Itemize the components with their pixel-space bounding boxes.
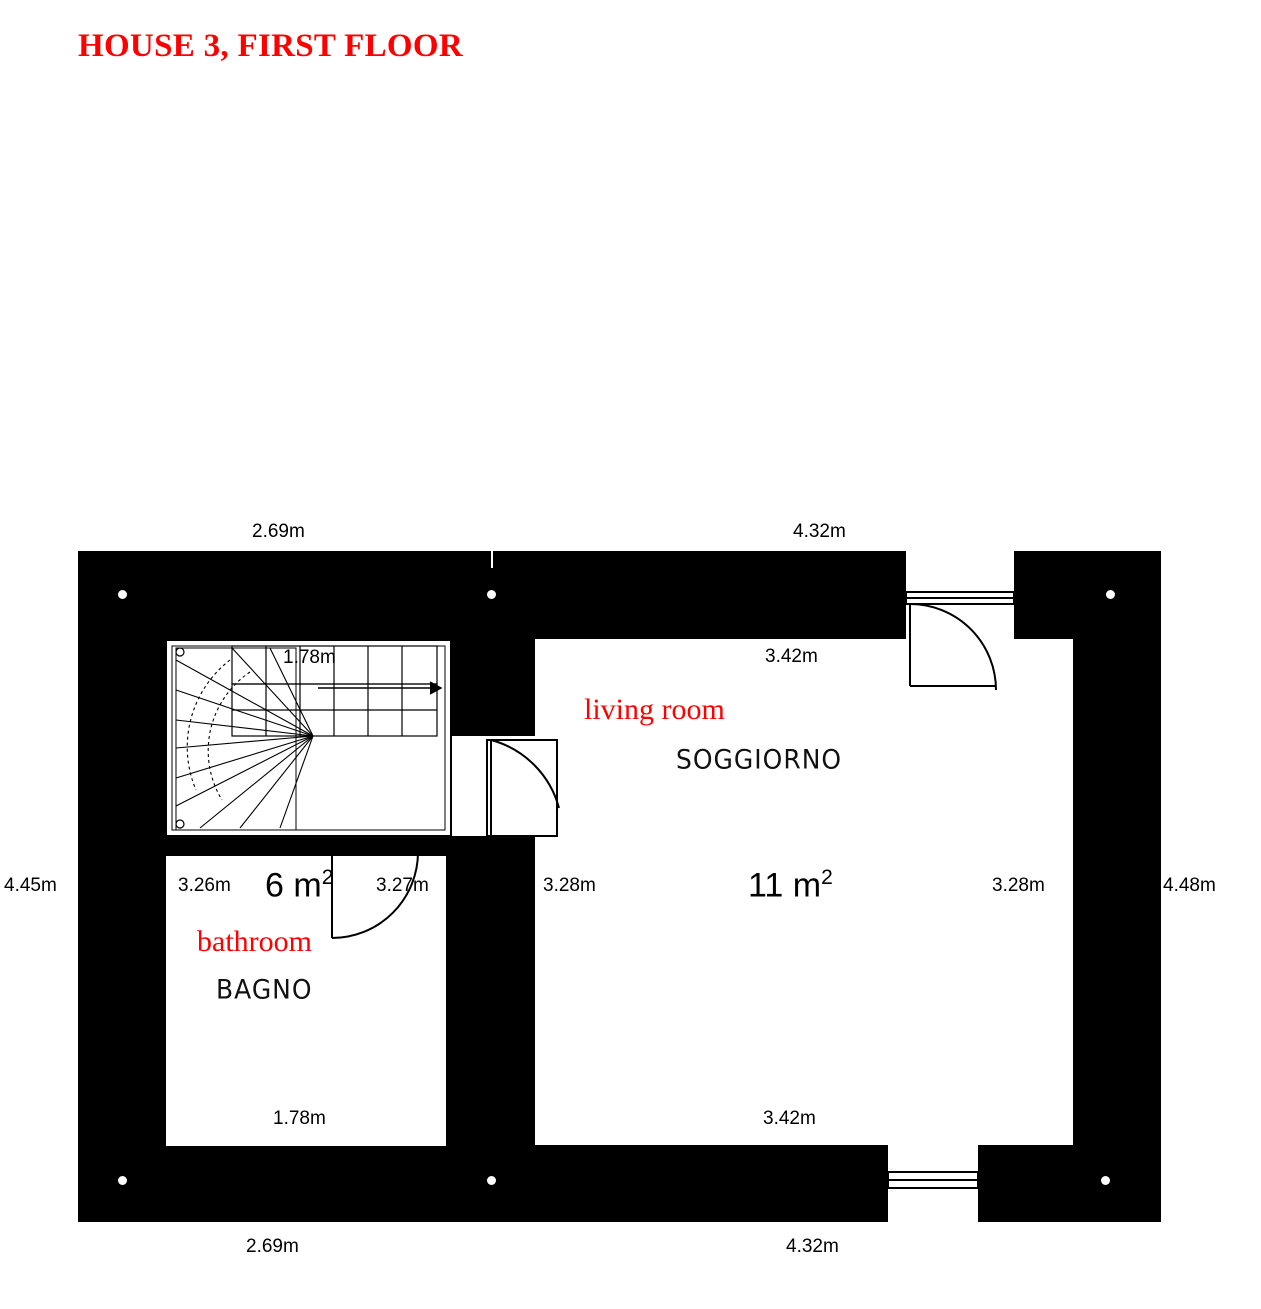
dimension-living-left: 3.28m [543, 875, 596, 896]
dimension-bottom-right: 4.32m [786, 1236, 839, 1257]
dimension-bath-right: 3.27m [376, 875, 429, 896]
dimension-living-bottom: 3.42m [763, 1108, 816, 1129]
room-area-living-value: 11 m [748, 866, 822, 905]
wall-dot-top-right [1106, 590, 1115, 599]
dimension-bath-left: 3.26m [178, 875, 231, 896]
wall-dot-bottom-center [487, 1176, 496, 1185]
room-label-bathroom-it: BAGNO [216, 974, 313, 1005]
dimension-living-top: 3.42m [765, 646, 818, 667]
dimension-bath-bottom: 1.78m [273, 1108, 326, 1129]
dimension-stair-width: 1.78m [283, 647, 336, 668]
room-label-bathroom-en: bathroom [197, 925, 312, 958]
wall-dot-bottom-right [1101, 1176, 1110, 1185]
dimension-top-left: 2.69m [252, 521, 305, 542]
wall-left [78, 551, 166, 1222]
room-area-living [748, 866, 833, 905]
wall-bottom-right [978, 1145, 1161, 1222]
opening-right-top [906, 598, 1014, 639]
wall-dot-top-left [118, 590, 127, 599]
dimension-left-outer: 4.45m [4, 875, 57, 896]
room-area-living-unit: 2 [821, 866, 833, 889]
dimension-top-right: 4.32m [793, 521, 846, 542]
dimension-living-right: 3.28m [992, 875, 1045, 896]
page-title: HOUSE 3, FIRST FLOOR [78, 28, 463, 64]
dimension-right-outer: 4.48m [1163, 875, 1216, 896]
wall-center-vertical [440, 551, 535, 1222]
wall-dot-bottom-left [118, 1176, 127, 1185]
dimension-bottom-left: 2.69m [246, 1236, 299, 1257]
wall-right [1073, 551, 1161, 1222]
room-area-bathroom-value: 6 m [265, 866, 322, 905]
corridor-interior [310, 736, 540, 836]
room-area-bathroom [265, 866, 333, 905]
opening-bottom-right [888, 1145, 978, 1185]
room-label-living-en: living room [584, 693, 725, 726]
room-area-bathroom-unit: 2 [321, 866, 334, 889]
room-label-living-it: SOGGIORNO [676, 744, 843, 775]
wall-dot-top-center [487, 590, 496, 599]
